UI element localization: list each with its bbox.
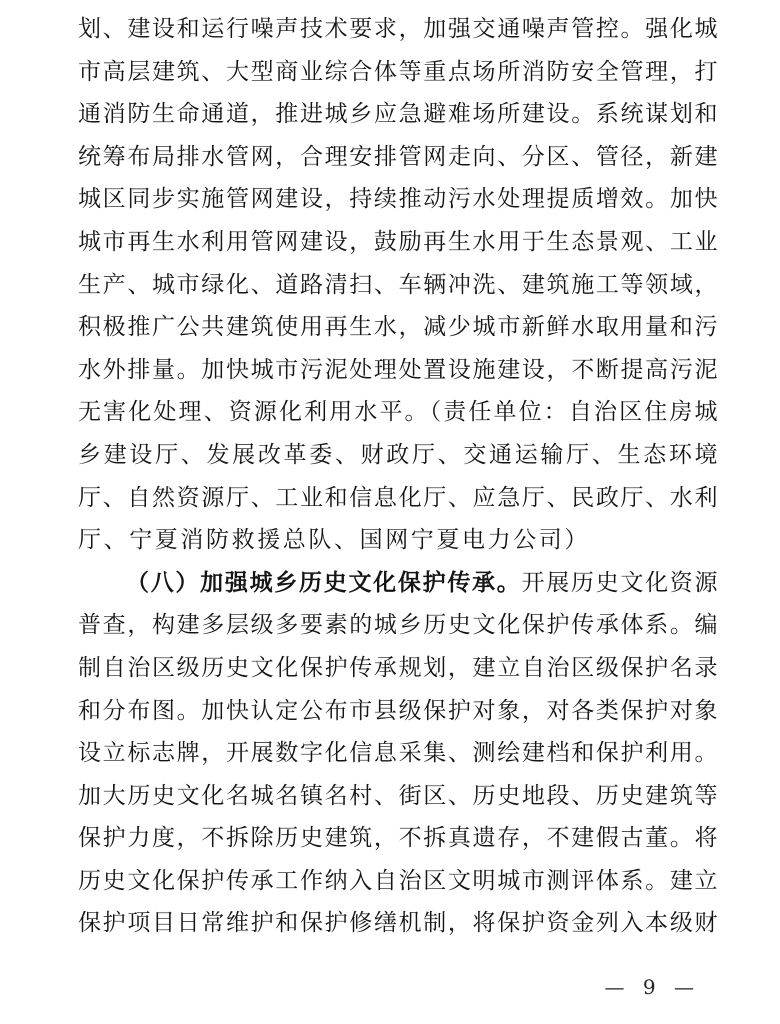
text-line: 城市再生水利用管网建设，鼓励再生水用于生态景观、工业 — [78, 228, 718, 255]
body-text — [78, 8, 718, 945]
text-line: 保护项目日常维护和保护修缮机制，将保护资金列入本级财 — [78, 910, 718, 937]
text-line: 统筹布局排水管网，合理安排管网走向、分区、管径，新建 — [78, 143, 718, 170]
text-line: 水外排量。加快城市污泥处理处置设施建设，不断提高污泥 — [78, 356, 718, 383]
text-line: 保护力度，不拆除历史建筑，不拆真遗存，不建假古董。将 — [78, 825, 718, 852]
text-line: 历史文化保护传承工作纳入自治区文明城市测评体系。建立 — [78, 867, 718, 894]
text-line: 制自治区级历史文化保护传承规划，建立自治区级保护名录 — [78, 654, 718, 681]
section-heading-line — [78, 562, 718, 605]
text-line: 厅、自然资源厅、工业和信息化厅、应急厅、民政厅、水利 — [78, 484, 718, 511]
text-line: 市高层建筑、大型商业综合体等重点场所消防安全管理，打 — [78, 58, 718, 85]
text-line: 和分布图。加快认定公布市县级保护对象，对各类保护对象 — [78, 697, 718, 724]
text-line: 划、建设和运行噪声技术要求，加强交通噪声管控。强化城 — [78, 16, 718, 42]
text-line: 积极推广公共建筑使用再生水，减少城市新鲜水取用量和污 — [78, 314, 718, 341]
section-heading-rest: 开展历史文化资源 — [521, 569, 719, 596]
text-line: 设立标志牌，开展数字化信息采集、测绘建档和保护利用。 — [78, 740, 718, 767]
text-line: 生产、城市绿化、道路清扫、车辆冲洗、建筑施工等领域， — [78, 271, 718, 298]
text-line: 加大历史文化名城名镇名村、街区、历史地段、历史建筑等 — [78, 782, 718, 809]
page-number: — 9 — — [604, 975, 700, 999]
text-line: 通消防生命通道，推进城乡应急避难场所建设。系统谋划和 — [78, 101, 718, 128]
text-line: 厅、宁夏消防救援总队、国网宁夏电力公司） — [78, 527, 590, 554]
text-line: 城区同步实施管网建设，持续推动污水处理提质增效。加快 — [78, 186, 718, 213]
text-line: 无害化处理、资源化利用水平。（责任单位：自治区住房城 — [78, 399, 718, 426]
text-line: 乡建设厅、发展改革委、财政厅、交通运输厅、生态环境 — [78, 441, 718, 468]
section-heading: （八）加强城乡历史文化保护传承。 — [126, 568, 522, 596]
text-line: 普查，构建多层级多要素的城乡历史文化保护传承体系。编 — [78, 612, 718, 639]
